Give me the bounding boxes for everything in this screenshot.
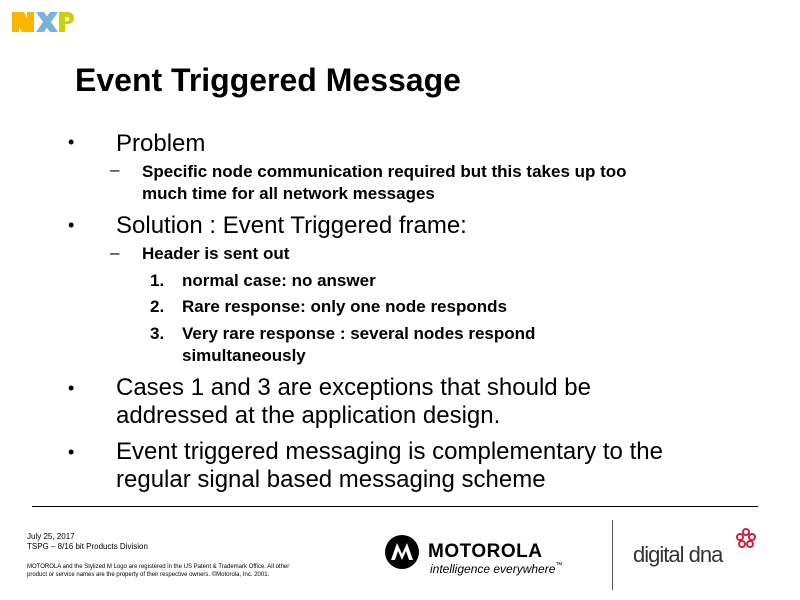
motorola-logo-icon <box>384 534 420 570</box>
footer-date: July 25, 2017 <box>27 532 75 541</box>
numbered-item: Very rare response : several nodes respond <box>182 324 536 343</box>
numbered-item: Rare response: only one node responds <box>182 297 507 316</box>
motorola-wordmark: MOTOROLA <box>428 541 543 562</box>
bullet-solution: Solution : Event Triggered frame: <box>116 212 467 239</box>
bullet-problem: Problem <box>116 130 206 157</box>
dash-icon: – <box>110 160 120 179</box>
bullet-cases: Cases 1 and 3 are exceptions that should be <box>116 374 591 401</box>
digitaldna-wordmark: digital dna <box>633 542 723 567</box>
bullet-icon: • <box>68 442 75 462</box>
numbered-item: normal case: no answer <box>182 271 376 290</box>
bullet-icon: • <box>68 132 75 152</box>
list-number: 2. <box>150 297 165 316</box>
tagline-text: intelligence everywhere <box>430 562 556 576</box>
footer-vertical-divider <box>612 520 613 590</box>
trademark-mark: ™ <box>555 562 563 569</box>
bullet-icon: • <box>68 378 75 398</box>
slide-title: Event Triggered Message <box>75 62 461 98</box>
footer-legal: product or service names are the property of their respective owners. ©Motorola, Inc. 2001. <box>27 572 270 578</box>
sub-bullet-line: Specific node communication required but this takes up too <box>142 162 627 181</box>
bullet-icon: • <box>68 215 75 235</box>
bullet-event: regular signal based messaging scheme <box>116 466 546 493</box>
digitaldna-flower-icon <box>735 527 757 549</box>
numbered-item: simultaneously <box>182 346 306 365</box>
list-number: 1. <box>150 271 165 290</box>
footer-legal: MOTOROLA and the Stylized M Logo are registered in the US Patent & Trademark Office. All other <box>27 564 290 570</box>
list-number: 3. <box>150 324 165 343</box>
motorola-tagline <box>430 562 562 576</box>
bullet-event: Event triggered messaging is complementary to the <box>116 438 663 465</box>
footer-divider <box>32 506 758 507</box>
sub-bullet-line: Header is sent out <box>142 244 290 263</box>
footer-division: TSPG – 8/16 bit Products Division <box>27 542 148 551</box>
dash-icon: – <box>110 243 120 262</box>
bullet-cases: addressed at the application design. <box>116 402 501 429</box>
sub-bullet-line: much time for all network messages <box>142 184 435 203</box>
nxp-logo <box>12 8 74 36</box>
